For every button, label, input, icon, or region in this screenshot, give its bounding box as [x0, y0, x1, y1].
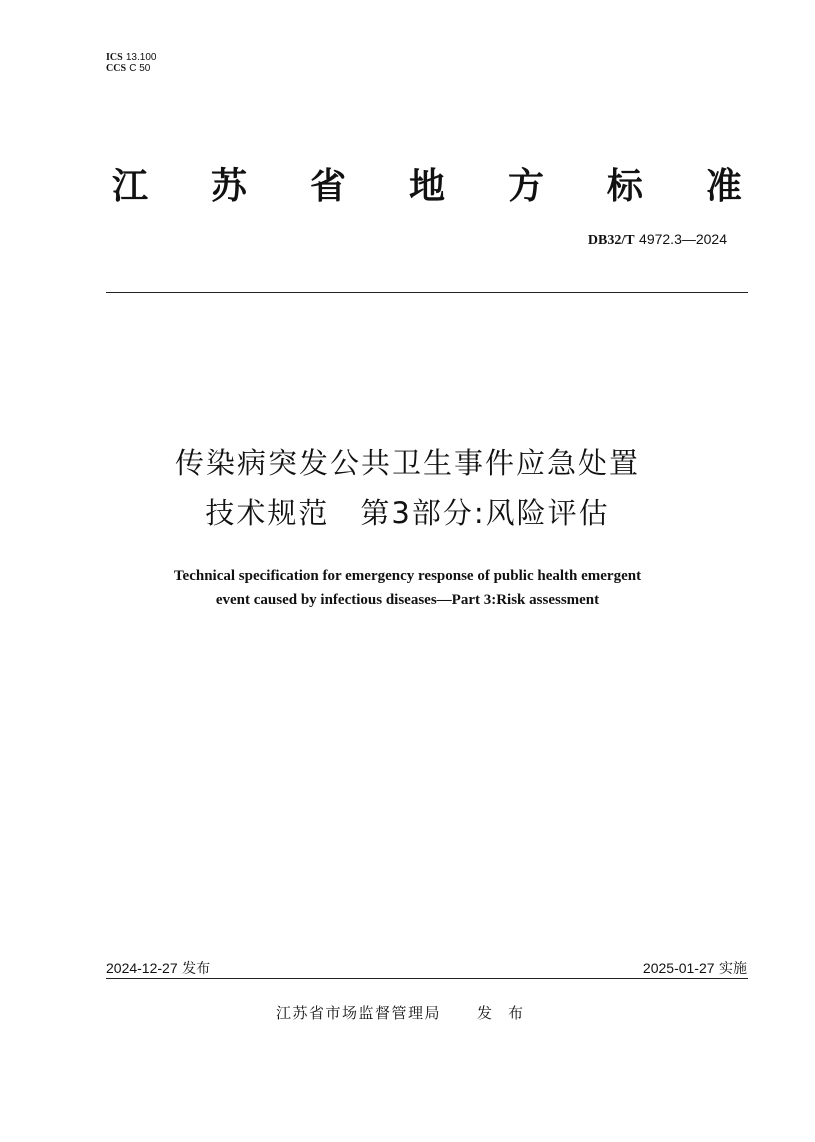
classification-codes — [106, 52, 156, 74]
implementation-date-label: 实施 — [719, 961, 747, 977]
ccs-value: C 50 — [129, 63, 151, 74]
chinese-title-line-1: 传染病突发公共卫生事件应急处置 — [174, 446, 640, 480]
publisher-organization: 江苏省市场监督管理局 — [275, 1004, 441, 1022]
issue-date-value: 2024-12-27 — [106, 960, 178, 976]
ics-value: 13.100 — [125, 52, 157, 63]
issue-date-label: 发布 — [182, 961, 211, 977]
title-char: 苏 — [210, 165, 247, 207]
ccs-code — [106, 63, 156, 74]
implementation-date-value: 2025-01-27 — [642, 960, 715, 976]
english-title — [0, 564, 815, 612]
top-divider — [106, 292, 748, 293]
title-char: 江 — [112, 165, 149, 207]
document-number-prefix: DB32/T — [587, 233, 635, 248]
document-number — [588, 231, 727, 249]
title-char: 标 — [606, 165, 643, 207]
ics-key: ICS — [106, 52, 123, 63]
issue-date — [106, 958, 210, 978]
chinese-title-line-2: 技术规范 第3部分:风险评估 — [205, 496, 610, 530]
ics-code — [106, 52, 156, 63]
chinese-title — [0, 438, 815, 538]
title-char: 准 — [705, 165, 742, 207]
document-number-value: 4972.3—2024 — [639, 231, 727, 247]
bottom-divider — [106, 978, 748, 979]
implementation-date — [643, 958, 747, 978]
ccs-key: CCS — [106, 63, 127, 74]
english-title-line-2: event caused by infectious diseases—Part 3:Risk assessment — [215, 592, 600, 608]
english-title-line-1: Technical specification for emergency response of public health emergent — [173, 568, 642, 584]
title-char: 省 — [309, 165, 346, 207]
publisher-line — [0, 1002, 815, 1023]
publisher-action: 发布 — [477, 1004, 540, 1022]
title-char: 地 — [408, 165, 445, 207]
title-char: 方 — [507, 165, 544, 207]
standard-category-title — [112, 158, 742, 208]
